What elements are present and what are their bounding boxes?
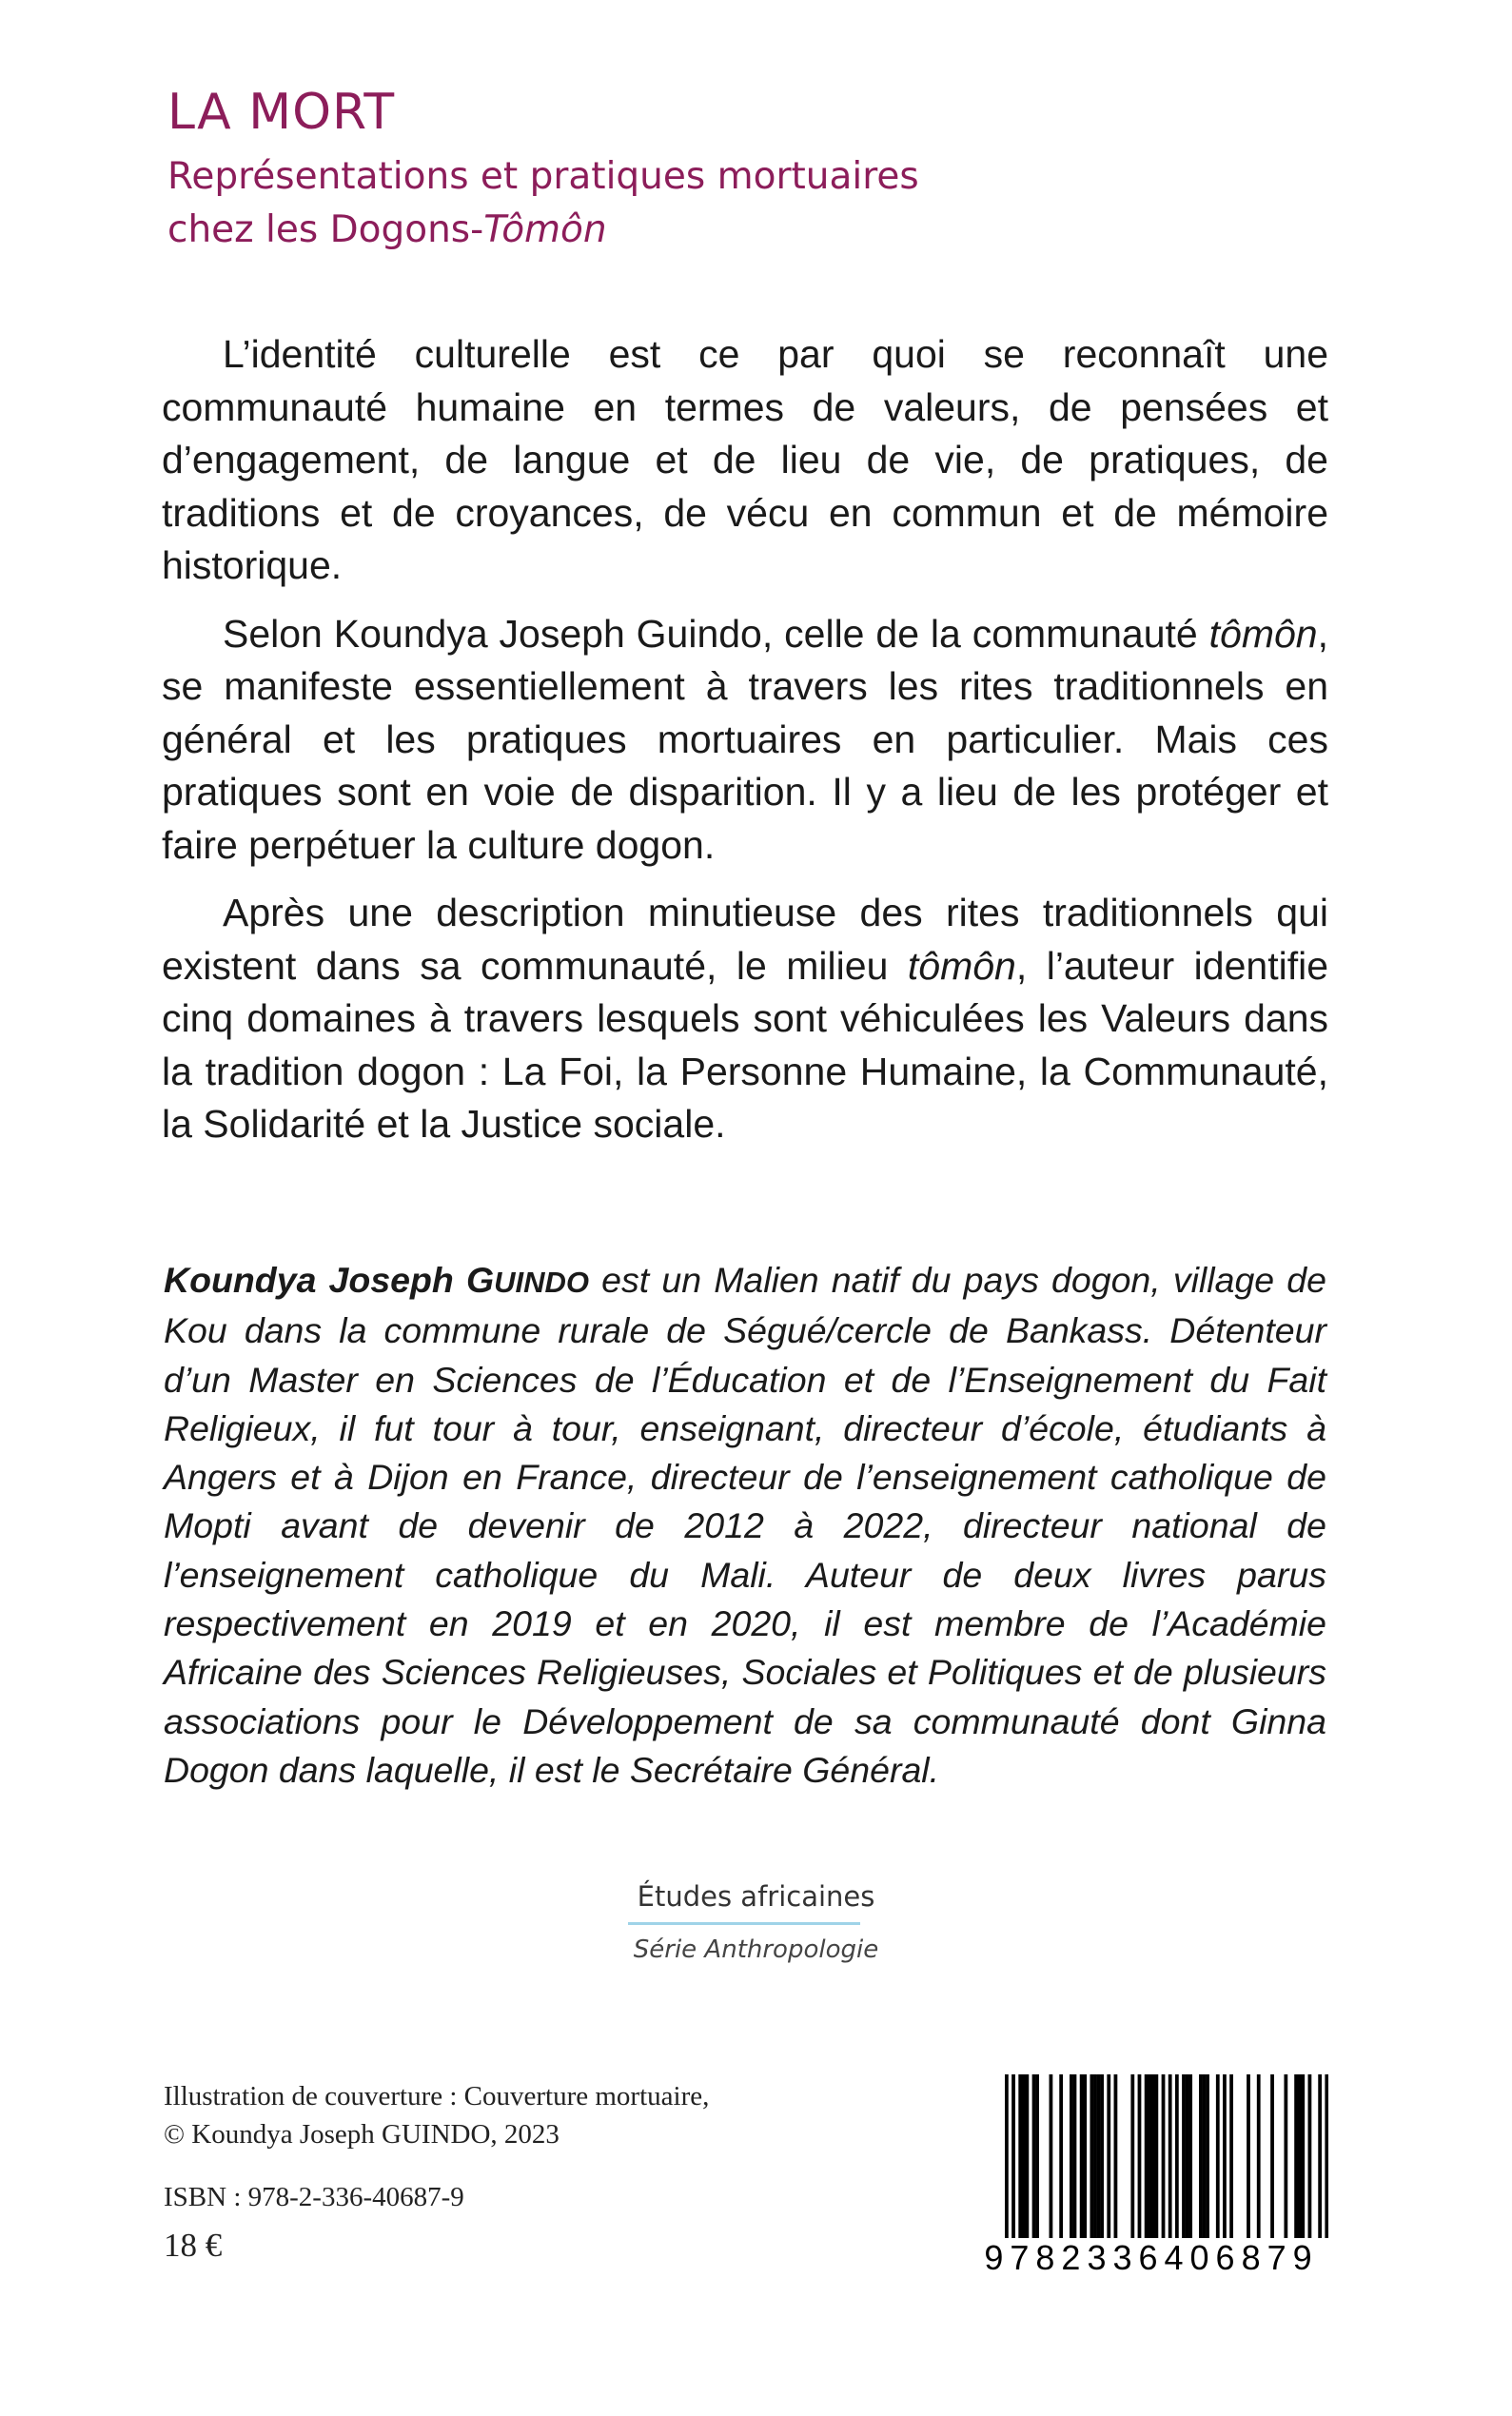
book-subtitle xyxy=(167,150,919,257)
subtitle-line-2 xyxy=(167,204,919,257)
barcode-bar xyxy=(1073,2074,1077,2241)
summary-paragraph-3 xyxy=(162,887,1328,1151)
series-collection: Études africaines xyxy=(637,1880,875,1913)
subtitle-line-2-prefix: chez les Dogons- xyxy=(167,208,484,251)
barcode-bar xyxy=(1298,2074,1302,2241)
barcode-bar xyxy=(1308,2074,1312,2241)
summary-p3-end: , l’auteur identifie cinq domaines à travers lesquels sont véhiculées les Valeurs dans la tradition dogon : La Foi, la Personne Humaine, la Communauté, la Solidarité et la Justice sociale. xyxy=(162,943,1328,1146)
barcode-bar xyxy=(1318,2074,1322,2241)
barcode-bar xyxy=(1182,2074,1186,2241)
barcode-bar xyxy=(1284,2074,1287,2241)
barcode-bar xyxy=(1301,2074,1305,2241)
barcode-bar xyxy=(1229,2074,1233,2241)
author-name-smallcaps: UINDO xyxy=(494,1266,590,1299)
barcode-bar xyxy=(1199,2074,1203,2241)
subtitle-line-2-italic: Tômôn xyxy=(483,208,607,251)
author-name-first: Koundya Joseph G xyxy=(164,1260,495,1300)
barcode-bar xyxy=(1162,2074,1166,2241)
author-biography xyxy=(164,1256,1326,1795)
barcode-bar xyxy=(1223,2074,1227,2241)
summary-p3-italic: tômôn xyxy=(907,943,1016,988)
barcode-bar xyxy=(1018,2074,1022,2241)
summary-paragraph-1: L’identité culturelle est ce par quoi se reconnaît une communauté humaine en termes de valeurs, de pensées et d’engagement, de langue et de lieu de vie, de pratiques, de traditions et de croyances, de vécu en commun et de mémoire historique. xyxy=(162,332,1328,587)
barcode-bar xyxy=(1059,2074,1063,2241)
barcode-bar xyxy=(1100,2074,1104,2241)
barcode-bar xyxy=(1093,2074,1097,2241)
barcode-bar xyxy=(1151,2074,1155,2241)
summary-p2-start: Selon Koundya Joseph Guindo, celle de la communauté xyxy=(223,611,1209,656)
barcode-bar xyxy=(1070,2074,1073,2241)
barcode-bar xyxy=(1247,2074,1250,2241)
barcode-bar xyxy=(1203,2074,1207,2241)
barcode-bar xyxy=(1114,2074,1118,2241)
barcode-bar xyxy=(1130,2074,1134,2241)
barcode-bar xyxy=(1168,2074,1172,2241)
barcode-bar xyxy=(1032,2074,1036,2241)
barcode-bars xyxy=(1005,2074,1328,2241)
series-serie: Série Anthropologie xyxy=(633,1935,879,1964)
barcode-bar xyxy=(1035,2074,1039,2241)
barcode-bar xyxy=(1145,2074,1149,2241)
barcode-bar xyxy=(1022,2074,1026,2241)
copyright-credit: © Koundya Joseph GUINDO, 2023 xyxy=(164,2119,560,2150)
barcode-bar xyxy=(1325,2074,1328,2241)
barcode-bar xyxy=(1148,2074,1151,2241)
barcode-bar xyxy=(1011,2074,1015,2241)
barcode-bar xyxy=(1005,2074,1009,2241)
barcode-bar xyxy=(1097,2074,1101,2241)
barcode-bar xyxy=(1294,2074,1298,2241)
barcode-bar xyxy=(1216,2074,1220,2241)
barcode-bar xyxy=(1154,2074,1158,2241)
author-name xyxy=(164,1260,589,1300)
barcode-bar xyxy=(1090,2074,1093,2241)
barcode-bar xyxy=(1050,2074,1053,2241)
barcode-bar xyxy=(1107,2074,1110,2241)
summary-p2-end: , se manifeste essentiellement à travers les rites traditionnels en général et les pratiques mortuaires en particulier. Mais ces pratiques sont en voie de disparition. Il y a lieu de les protéger et faire perpétuer la culture dogon. xyxy=(162,611,1328,867)
summary-p3-start: Après une description minutieuse des rites traditionnels qui existent dans sa communauté, le milieu xyxy=(162,891,1328,988)
barcode-bar xyxy=(1025,2074,1029,2241)
barcode-digits: 9782336406879 xyxy=(971,2238,1332,2278)
barcode-bar xyxy=(1188,2074,1192,2241)
isbn-text: ISBN : 978-2-336-40687-9 xyxy=(164,2182,464,2212)
barcode-bar xyxy=(1257,2074,1261,2241)
price-text: 18 € xyxy=(164,2227,223,2264)
barcode-bar xyxy=(1270,2074,1274,2241)
summary-paragraph-2 xyxy=(162,608,1328,873)
summary-p2-italic: tômôn xyxy=(1208,611,1318,656)
subtitle-line-1: Représentations et pratiques mortuaires xyxy=(167,155,919,198)
book-title: LA MORT xyxy=(167,84,396,141)
barcode-bar xyxy=(1080,2074,1084,2241)
barcode-bar xyxy=(1138,2074,1142,2241)
series-underline xyxy=(628,1922,860,1925)
illustration-credit: Illustration de couverture : Couverture mortuaire, xyxy=(164,2081,710,2112)
author-bio-text: est un Malien natif du pays dogon, village de Kou dans la commune rurale de Ségué/cercle de Bankass. Détenteur d’un Master en Sciences de l’Éducation et de l’Enseignement du Fait Religieux, il fut tour à tour, enseignant, directeur d’école, étudiants à Angers et à Dijon en France, directeur de l’enseignement catholique de Mopti avant de devenir de 2012 à 2022, directeur national de l’enseignement catholique du Mali. Auteur de deux livres parus respectivement en 2019 et en 2020, il est membre de l’Académie Africaine des Sciences Religieuses, Sociales et Politiques et de plusieurs associations pour le Développement de sa communauté dont Ginna Dogon dans laquelle, il est le Secrétaire Général. xyxy=(164,1260,1326,1790)
barcode-bar xyxy=(1083,2074,1087,2241)
barcode-bar xyxy=(1186,2074,1189,2241)
barcode-bar xyxy=(1206,2074,1209,2241)
barcode-bar xyxy=(1175,2074,1179,2241)
summary-text xyxy=(162,328,1328,1167)
